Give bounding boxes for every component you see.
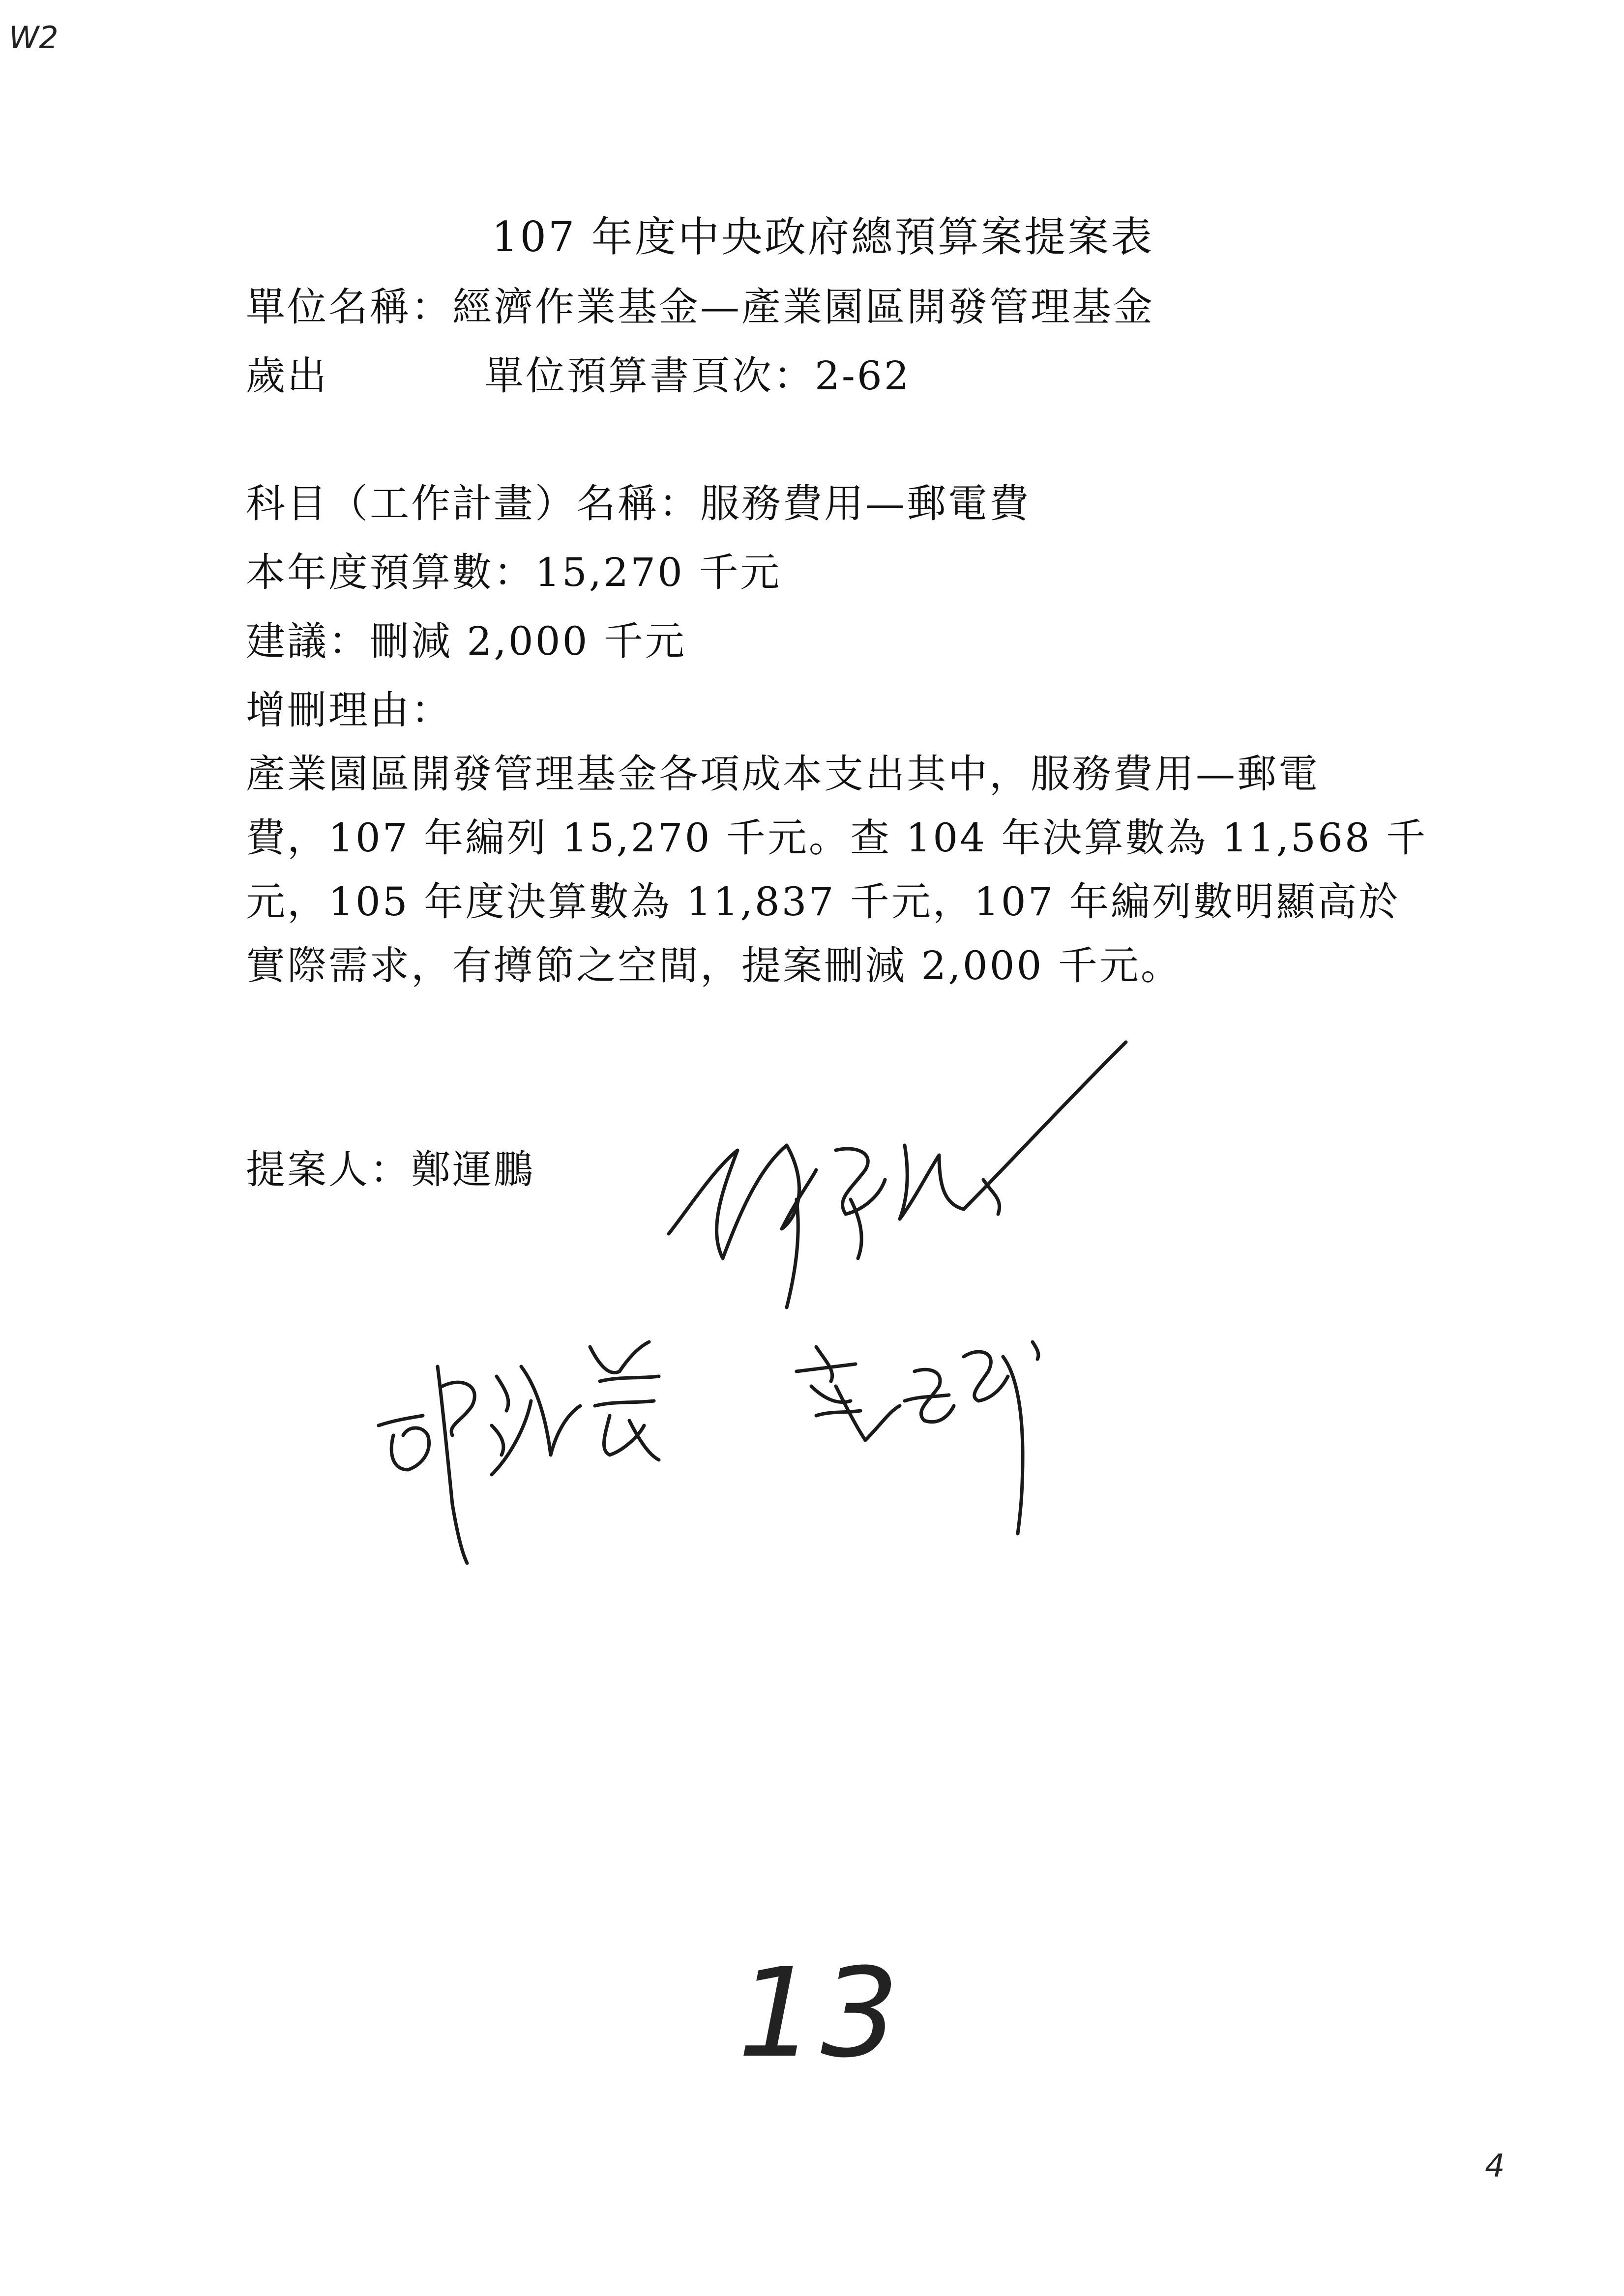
annual-budget: 本年度預算數：15,270 千元 <box>246 550 782 595</box>
suggestion: 建議：刪減 2,000 千元 <box>246 618 686 664</box>
signature-1 <box>669 1042 1126 1308</box>
page-number: 4 <box>1485 2148 1505 2184</box>
subject-name: 科目（工作計畫）名稱：服務費用—郵電費 <box>246 481 1031 526</box>
proposer: 提案人：鄭運鵬 <box>246 1147 535 1192</box>
unit-name: 單位名稱：經濟作業基金—產業園區開發管理基金 <box>246 284 1154 330</box>
budget-page-reference: 單位預算書頁次：2-62 <box>484 353 911 399</box>
reason-line: 費，107 年編列 15,270 千元。查 104 年決算數為 11,568 千 <box>246 815 1428 861</box>
reason-line: 實際需求，有撙節之空間，提案刪減 2,000 千元。 <box>246 943 1182 988</box>
reason-line: 元，105 年度決算數為 11,837 千元，107 年編列數明顯高於 <box>246 879 1400 925</box>
handwritten-page-number: 13 <box>738 1942 904 2085</box>
reason-label: 增刪理由： <box>246 687 452 733</box>
corner-handwritten-mark: W2 <box>9 20 59 56</box>
page-title: 107 年度中央政府總預算案提案表 <box>492 213 1154 261</box>
reason-line: 產業園區開發管理基金各項成本支出其中，服務費用—郵電 <box>246 751 1320 797</box>
signature-2 <box>379 1342 659 1563</box>
section-label: 歲出 <box>246 353 328 399</box>
signature-3 <box>797 1342 1038 1534</box>
